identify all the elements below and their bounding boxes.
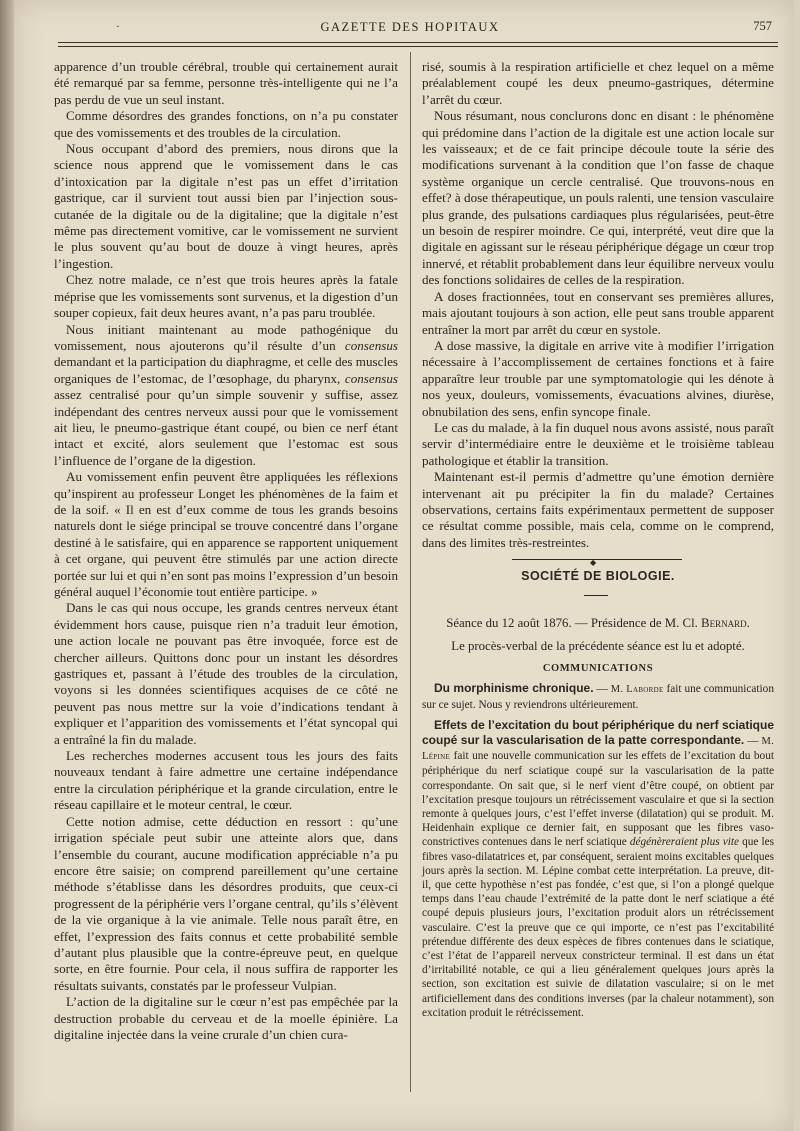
communication-title: Du morphinisme chronique. (434, 681, 594, 696)
header-rule (58, 42, 778, 43)
header-dot: · (116, 21, 120, 33)
session-president: Bernard (701, 616, 747, 631)
section-ornament-rule (512, 559, 682, 560)
paragraph-text: Comme désordres des grandes fonctions, on n’a pu constater que des vomissements et des troubles de la circulation. (54, 108, 398, 140)
communications-list (422, 681, 774, 1020)
paragraph (422, 420, 774, 469)
paragraph-text: A doses fractionnées, tout en conservant ses premières allures, mais ajoutant toujours à son action, elle peut sans trouble apparent entraîner la mort par arrêt du cœur en systole. (422, 288, 774, 337)
dash: — (593, 683, 611, 696)
header-rule-thin (58, 46, 778, 47)
paragraph-text: Nous initiant maintenant au mode pathogénique du vomissement, nous ajouterons qu’il résulte d’un (54, 321, 398, 353)
session-text: Séance du 12 août 1876. — Présidence de M. Cl. (446, 616, 702, 631)
italic-term: consensus (344, 370, 398, 386)
society-heading (422, 551, 774, 609)
italic-term: consensus (344, 337, 398, 353)
proces-verbal: Le procès-verbal de la précédente séance est lu et adopté. (451, 638, 745, 653)
section-ornament: ◆ (590, 558, 597, 568)
communication-text: fait une nouvelle communication sur les effets de l’excitation du bout périphérique du nerf sciatique coupé sur la vascularisation de la patte correspondante. On sait que, si le nerf vient d’être coupé, on obtient par l’excitation presque toujours un rétrécissement vasculaire et que si la section remonte à quelques jours, c’est l’effet inverse (dilatation) qui se produit. M. Heidenhain explique ce dernier fait, en supposant que les fibres vaso-constrictives contenues dans le nerf sciatique (422, 750, 774, 849)
communication-item (422, 718, 774, 1020)
paragraph (54, 814, 398, 994)
right-column (422, 59, 774, 1020)
paragraph (54, 322, 398, 470)
paragraph-text: Maintenant est-il permis d’admettre qu’une émotion dernière intervenant ait pu précipiter la fin du malade? Certaines observations, certains faits expérimentaux permettent de supposer ce résultat comme possible, mais cela, comme on le comprend, dans des limites très-restreintes. (422, 469, 774, 550)
page-number: 757 (753, 19, 772, 33)
right-column-body (422, 59, 774, 551)
paragraph (54, 469, 398, 600)
society-title: SOCIÉTÉ DE BIOLOGIE. (521, 569, 675, 584)
communication-item (422, 681, 774, 711)
society-title-underline (584, 595, 608, 596)
paragraph (422, 108, 774, 288)
communication-author: M. Laborde (610, 684, 664, 696)
column-divider (410, 52, 411, 1092)
book-spine (0, 0, 14, 1131)
paragraph-text: Chez notre malade, ce n’est que trois heures après la fatale méprise que les vomissements sont survenus, et la digestion d’un souper copieux, fait deux heures avant, n’a pas paru troublée. (54, 272, 398, 321)
communications-heading: COMMUNICATIONS (542, 663, 654, 674)
paragraph-text: apparence d’un trouble cérébral, trouble qui certainement aurait été remarqué par sa femme, personne très-intelligente qui ne l’a pas perdu de vue un seul instant. (54, 59, 398, 107)
paragraph-text: Nous résumant, nous conclurons donc en disant : le phénomène qui prédomine dans l’action de la digitale est une action locale sur les vaisseaux; et de ce fait principe découle toute la série des modifications survenant à la condition que l’on fasse de chaque système organique un cercle centralisé. Que trouvons-nous en effet? à dose thérapeutique, un pouls ralenti, une tension vasculaire plus grande, des pulsations cardiaques plus régularisées, peut-être un besoin de respirer moindre. Ce qui, interprété, veut dire que la digitale en agissant sur le réseau périphérique dégage un cœur trop innervé, et rétablit probablement dans leur équilibre nerveux voulu des fonctions solidaires de celles de la respiration. (422, 108, 774, 288)
paragraph (54, 994, 398, 1043)
paragraph-text: assez centralisé pour qu’un simple souvenir y suffise, assez indépendant des centres nerveux aussi pour que le vomissement ait lieu, le pneumo-gastrique étant coupé, ou bien ce nerf étant intact et excité, alors seulement que l’estomac est sous l’influence de l’organe de la digestion. (54, 387, 398, 468)
paragraph-text: Cette notion admise, cette déduction en ressort : qu’une irrigation spéciale peut subir une atteinte alors que, dans l’ensemble du courant, aucune modification appréciable n’a pu encore être saisie; on comprend pareillement qu’une certaine méthode s’établisse dans les désordres produits, que ceux-ci progressent de la périphérie vers l’organe central, qu’ils s’élèvent de la vie organique à la vie animale. Telle nous paraît être, en effet, l’expression des faits connus et cette probabilité semble d’autant plus plausible que la contre-épreuve peut, en quelque sorte, en être fournie. Pour cela, il nous suffira de rapporter les résultats suivants, constatés par le professeur Vulpian. (54, 813, 398, 993)
journal-title: GAZETTE DES HOPITAUX (320, 20, 500, 34)
communication-italic: dégénèreraient plus vite (629, 836, 740, 849)
paragraph-text: L’action de la digitaline sur le cœur n’est pas empêchée par la destruction probable du cerveau et de la moelle épinière. La digitaline injectée dans la veine crurale d’un chien cura- (54, 994, 398, 1042)
paragraph (54, 748, 398, 814)
paragraph-text: Au vomissement enfin peuvent être appliquées les réflexions qu’inspirent au professeur Longet les phénomènes de la faim et de la soif. « Il en est d’eux comme de tous les grands besoins naturels dont le siége principal se trouve concentré dans l’organe destiné à le satisfaire, qui en apparence se rapportent uniquement à cet organe, qui peuvent être stimulés par une action directe portée sur lui et qui n’en sont pas moins l’expression d’un besoin général auquel l’économie tout entière participe. » (54, 469, 398, 599)
paragraph (54, 141, 398, 272)
session-line (422, 615, 774, 631)
paragraph (54, 600, 398, 748)
paragraph (422, 338, 774, 420)
paragraph-text: Dans le cas qui nous occupe, les grands centres nerveux étant évidemment hors cause, puisque rien n’a traduit leur émotion, une action locale ne pouvant pas être invoquée, force est de chercher ailleurs. Quittons donc pour un instant les désordres gastriques et, passant à l’étude des troubles de la circulation, voyons si les données scientifiques acquises de ce côté ne peuvent pas nous mettre sur la voie d’indications tendant à expliquer et l’apparition des vomissements et l’état syncopal qui a entraîné la fin du malade. (54, 600, 398, 747)
paragraph-text: Nous occupant d’abord des premiers, nous dirons que la science nous apprend que le vomissement dans le cas d’intoxication par la digitale n’est pas un effet d’irritation gastrique, car il survient tout aussi bien par l’injection sous-cutanée de la digitale ou de la digitaline; que la digitale n’est même pas directement vomitive, car le vomissement ne survient le plus souvent qu’au bout de douze à vingt heures, après l’ingestion. (54, 141, 398, 271)
paragraph (54, 108, 398, 141)
paragraph (422, 289, 774, 338)
paragraph-text: demandant et la participation du diaphragme, et celle des muscles organiques de l’estomac, de l’œsophage, du pharynx, (54, 354, 398, 386)
dash: — (744, 735, 762, 748)
paragraph (422, 59, 774, 108)
paragraph-text: risé, soumis à la respiration artificielle et chez lequel on a même préalablement coupé les deux pneumo-gastriques, détermine l’arrêt du cœur. (422, 59, 774, 107)
left-column (54, 59, 398, 1043)
paragraph (54, 272, 398, 321)
session-end: . (746, 616, 750, 631)
communication-title: Effets de l’excitation du bout périphérique du nerf sciatique coupé sur la vascularisation de la patte correspondante. (422, 717, 774, 748)
page-header (40, 18, 780, 38)
communication-text-cont: que les fibres vaso-dilatatrices et, par conséquent, seraient moins excitables quelques jours après la section. M. Lépine combat cette interprétation. La preuve, dit-il, que cette hypothèse n’est pas fondée, c’est que, si l’on a plongé quelque temps dans l’eau chaude l’extrémité de la patte dont le nerf sciatique a été coupé depuis plusieurs jours, l’excitation produit alors un rétrécissement vasculaire. C’est la preuve que ce qui importe, ce n’est pas l’excitabilité prétendue différente des deux espèces de fibres contenues dans le sciatique, c’est l’état de l’appareil nerveux constricteur terminal. Il est dans un état d’irritabilité notable, ce qui a lieu généralement quelques jours après la section, son excitation est suivie de dilatation vasculaire; si on le met artificiellement dans des conditions inverses (par la chaleur notamment), son excitation produit le rétrécissement. (422, 836, 775, 1019)
communication-text: fait une communication sur ce sujet. Nous y reviendrons ultérieurement. (422, 683, 774, 711)
paragraph-text: Les recherches modernes accusent tous les jours des faits nouveaux tendant à faire admettre une certaine indépendance entre la circulation périphérique et la grande circulation, entre le réseau capillaire et le moteur central, le cœur. (54, 748, 398, 813)
paragraph (54, 59, 398, 108)
paragraph-text: A dose massive, la digitale en arrive vite à modifier l’irrigation nécessaire à l’accomplissement de certaines fonctions et à faire apparaître leur trouble par une symptomatologie qui les dénote à nos yeux, douleurs, vomissements, évacuations alvines, diurèse, obnubilation des sens, enfin syncope finale. (422, 337, 774, 419)
paragraph-text: Le cas du malade, à la fin duquel nous avons assisté, nous paraît servir d’intermédiaire entre le deuxième et le troisième tableau pathologique et établir la transition. (422, 419, 774, 468)
paragraph (422, 469, 774, 551)
communication-author: M. Lépine (422, 736, 774, 763)
